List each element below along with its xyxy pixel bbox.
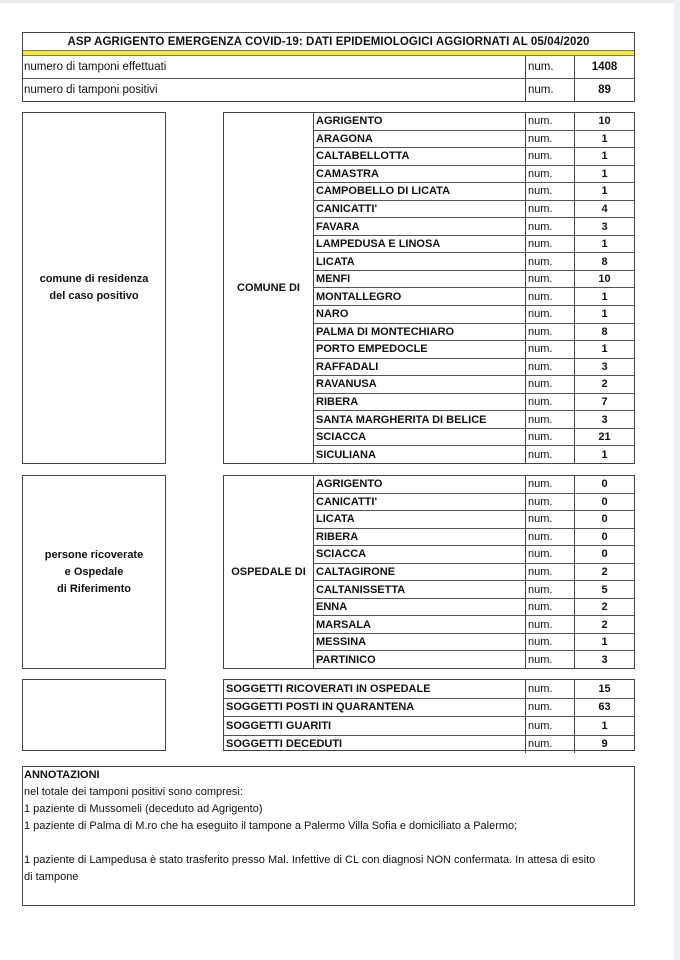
hospital-row	[314, 650, 634, 668]
row-value: 1	[574, 288, 634, 305]
row-name: CANICATTI'	[316, 495, 378, 508]
row-value: 0	[574, 494, 634, 511]
row-name: RAVANUSA	[316, 378, 377, 391]
row-unit: num.	[525, 148, 574, 165]
row-value: 3	[574, 411, 634, 428]
row-name: SICULIANA	[316, 448, 376, 461]
hospital-row	[314, 580, 634, 598]
residence-description-box	[22, 112, 166, 464]
row-name: PARTINICO	[316, 653, 376, 666]
annotation-line: 1 paziente di Mussomeli (deceduto ad Agrigento)	[24, 803, 263, 815]
residence-table	[223, 112, 635, 464]
row-name: SCIACCA	[316, 548, 367, 561]
row-unit: num.	[525, 131, 574, 148]
row-name: ENNA	[316, 601, 348, 614]
row-value: 21	[574, 429, 634, 446]
row-value: 1	[574, 341, 634, 358]
row-name: CALTABELLOTTA	[316, 150, 410, 163]
row-unit: num.	[525, 253, 574, 270]
row-value: 3	[574, 359, 634, 376]
row-unit: num.	[525, 79, 574, 101]
row-value: 0	[574, 546, 634, 563]
row-value: 1	[574, 148, 634, 165]
header-table	[22, 32, 635, 102]
residence-row	[314, 270, 634, 288]
row-value: 1	[574, 634, 634, 651]
row-name: MENFI	[316, 273, 351, 286]
row-value: 4	[574, 201, 634, 218]
row-name: SOGGETTI DECEDUTI	[226, 738, 343, 751]
residence-row	[314, 428, 634, 446]
row-name: PORTO EMPEDOCLE	[316, 343, 428, 356]
residence-row	[314, 358, 634, 376]
residence-row	[314, 375, 634, 393]
hospital-rows	[314, 476, 634, 668]
row-name: MESSINA	[316, 636, 367, 649]
residence-description-line: comune di residenza	[39, 273, 149, 285]
row-unit: num.	[525, 564, 574, 581]
summary-row	[224, 735, 634, 754]
row-name: CALTAGIRONE	[316, 566, 396, 578]
row-name: CANICATTI'	[316, 203, 378, 215]
row-unit: num.	[525, 529, 574, 546]
header-rows	[23, 56, 634, 101]
row-unit: num.	[525, 201, 574, 218]
row-value: 5	[574, 581, 634, 598]
row-name: PALMA DI MONTECHIARO	[316, 325, 455, 338]
summary-empty-box	[22, 679, 166, 751]
row-unit: num.	[525, 651, 574, 668]
row-unit: num.	[525, 446, 574, 463]
hospital-group-label: OSPEDALE DI	[224, 476, 314, 668]
row-name: RIBERA	[316, 396, 359, 409]
row-unit: num.	[525, 183, 574, 200]
row-value: 7	[574, 394, 634, 411]
row-value: 89	[574, 79, 634, 101]
row-value: 1	[574, 183, 634, 200]
row-name: CAMASTRA	[316, 167, 379, 180]
row-unit: num.	[525, 599, 574, 616]
annotation-spacer	[24, 835, 634, 852]
row-unit: num.	[525, 56, 574, 78]
residence-row	[314, 113, 634, 130]
row-name: MONTALLEGRO	[316, 290, 402, 303]
header-row-tests-positive	[23, 78, 634, 101]
row-value: 8	[574, 324, 634, 341]
hospital-row	[314, 476, 634, 493]
row-name: AGRIGENTO	[316, 478, 383, 491]
document-title: ASP AGRIGENTO EMERGENZA COVID-19: DATI EPIDEMIOLOGICI AGGIORNATI AL 05/04/2020	[67, 35, 590, 48]
row-value: 3	[574, 651, 634, 668]
header-row-tests-performed	[23, 56, 634, 78]
page-right-edge	[674, 0, 680, 960]
row-unit: num.	[525, 288, 574, 305]
row-name: RIBERA	[316, 530, 359, 543]
row-unit: num.	[525, 680, 574, 698]
row-label: numero di tamponi effettuati	[24, 61, 167, 73]
hospital-description-box	[22, 475, 166, 669]
row-value: 10	[574, 113, 634, 130]
hospital-description-line: di Riferimento	[57, 582, 131, 595]
row-value: 8	[574, 253, 634, 270]
residence-row	[314, 182, 634, 200]
residence-row	[314, 235, 634, 253]
summary-table	[223, 679, 635, 751]
row-unit: num.	[525, 359, 574, 376]
row-name: AGRIGENTO	[316, 115, 383, 128]
residence-group-label: COMUNE DI	[224, 113, 314, 463]
row-unit: num.	[525, 166, 574, 183]
residence-row	[314, 393, 634, 411]
row-name: LICATA	[316, 255, 355, 268]
hospital-table	[223, 475, 635, 669]
row-name: LICATA	[316, 513, 355, 526]
row-unit: num.	[525, 699, 574, 717]
hospital-description-line: e Ospedale	[64, 565, 124, 578]
hospital-row	[314, 598, 634, 616]
row-unit: num.	[525, 236, 574, 253]
row-value: 2	[574, 564, 634, 581]
row-value: 1408	[574, 56, 634, 78]
row-name: RAFFADALI	[316, 360, 379, 373]
row-value: 1	[574, 166, 634, 183]
row-unit: num.	[525, 218, 574, 235]
hospital-row	[314, 615, 634, 633]
row-value: 2	[574, 376, 634, 393]
row-name: SOGGETTI GUARITI	[226, 719, 332, 732]
row-unit: num.	[525, 546, 574, 563]
row-value: 1	[574, 131, 634, 148]
summary-row	[224, 716, 634, 735]
residence-row	[314, 305, 634, 323]
row-unit: num.	[525, 736, 574, 754]
row-unit: num.	[525, 376, 574, 393]
row-value: 1	[574, 446, 634, 463]
row-unit: num.	[525, 411, 574, 428]
residence-row	[314, 323, 634, 341]
row-unit: num.	[525, 511, 574, 528]
annotation-line: nel totale dei tamponi positivi sono compresi:	[24, 786, 243, 798]
residence-row	[314, 340, 634, 358]
row-value: 15	[574, 680, 634, 698]
row-value: 3	[574, 218, 634, 235]
row-value: 1	[574, 306, 634, 323]
row-name: SOGGETTI RICOVERATI IN OSPEDALE	[226, 682, 431, 695]
row-label: numero di tamponi positivi	[24, 84, 158, 96]
row-name: SANTA MARGHERITA DI BELICE	[316, 413, 487, 426]
row-name: SOGGETTI POSTI IN QUARANTENA	[226, 701, 415, 714]
row-unit: num.	[525, 324, 574, 341]
row-unit: num.	[525, 476, 574, 493]
row-name: CALTANISSETTA	[316, 583, 406, 596]
row-value: 63	[574, 699, 634, 717]
row-value: 2	[574, 599, 634, 616]
hospital-row	[314, 528, 634, 546]
residence-row	[314, 147, 634, 165]
summary-row	[224, 698, 634, 717]
row-value: 0	[574, 476, 634, 493]
row-value: 2	[574, 616, 634, 633]
row-value: 9	[574, 736, 634, 754]
row-name: MARSALA	[316, 618, 371, 631]
residence-row	[314, 200, 634, 218]
row-unit: num.	[525, 616, 574, 633]
hospital-row	[314, 493, 634, 511]
summary-row	[224, 680, 634, 698]
residence-row	[314, 217, 634, 235]
residence-row	[314, 130, 634, 148]
row-unit: num.	[525, 429, 574, 446]
residence-row	[314, 165, 634, 183]
row-unit: num.	[525, 306, 574, 323]
residence-row	[314, 410, 634, 428]
row-name: LAMPEDUSA E LINOSA	[316, 238, 441, 251]
hospital-row	[314, 633, 634, 651]
residence-row	[314, 445, 634, 463]
row-unit: num.	[525, 271, 574, 288]
row-unit: num.	[525, 634, 574, 651]
annotation-line: di tampone	[24, 871, 79, 883]
row-value: 1	[574, 236, 634, 253]
hospital-row	[314, 510, 634, 528]
row-unit: num.	[525, 717, 574, 735]
annotation-line: 1 paziente di Lampedusa è stato trasferito presso Mal. Infettive di CL con diagnosi NON confermata. In attesa di esito	[24, 854, 596, 866]
page-top-edge	[0, 0, 680, 3]
annotations-title: ANNOTAZIONI	[24, 769, 100, 781]
row-unit: num.	[525, 394, 574, 411]
row-unit: num.	[525, 341, 574, 358]
residence-row	[314, 287, 634, 305]
row-value: 0	[574, 529, 634, 546]
row-value: 10	[574, 271, 634, 288]
hospital-row	[314, 563, 634, 581]
row-name: CAMPOBELLO DI LICATA	[316, 185, 451, 198]
row-name: FAVARA	[316, 220, 360, 233]
row-value: 1	[574, 717, 634, 735]
residence-description-line: del caso positivo	[49, 290, 139, 302]
annotation-line: 1 paziente di Palma di M.ro che ha eseguito il tampone a Palermo Villa Sofia e domiciliato a Palermo;	[24, 820, 518, 832]
row-unit: num.	[525, 494, 574, 511]
row-name: ARAGONA	[316, 132, 373, 145]
hospital-row	[314, 545, 634, 563]
residence-rows	[314, 113, 634, 463]
annotations-box	[22, 766, 635, 906]
summary-rows	[224, 680, 634, 753]
row-name: NARO	[316, 308, 349, 321]
residence-row	[314, 252, 634, 270]
row-value: 0	[574, 511, 634, 528]
hospital-description-line: persone ricoverate	[44, 548, 144, 561]
row-unit: num.	[525, 581, 574, 598]
row-name: SCIACCA	[316, 431, 367, 444]
row-unit: num.	[525, 113, 574, 130]
